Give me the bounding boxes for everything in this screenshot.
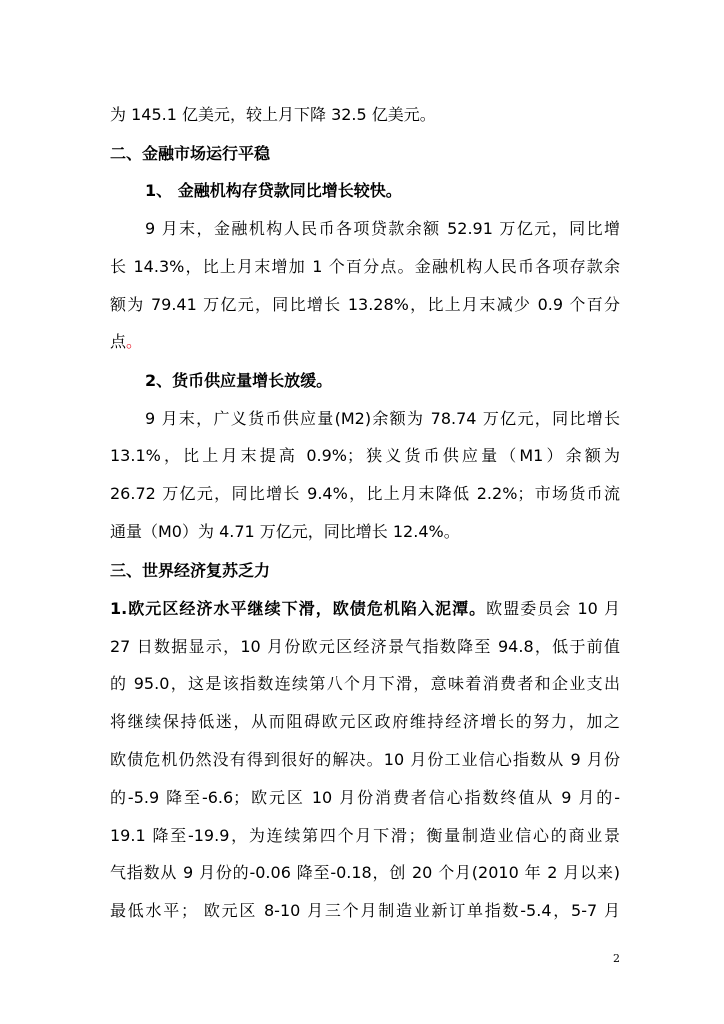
paragraph-line (110, 598, 620, 620)
paragraph-line: 27 日数据显示，10 月份欧元区经济景气指数降至 94.8，低于前值 (110, 637, 620, 656)
paragraph-line: 26.72 万亿元，同比增长 9.4%，比上月末降低 2.2%；市场货币流 (110, 484, 620, 503)
paragraph-line: 的-5.9 降至-6.6；欧元区 10 月份消费者信心指数终值从 9 月的- (110, 788, 620, 807)
paragraph-line (110, 331, 620, 353)
paragraph-line: 19.1 降至-19.9，为连续第四个月下滑；衡量制造业信心的商业景 (110, 826, 620, 845)
paragraph-line: 将继续保持低迷，从而阻碍欧元区政府维持经济增长的努力，加之 (110, 712, 620, 731)
section-heading: 三、世界经济复苏乏力 (110, 561, 271, 580)
paragraph-line: 9 月末，金融机构人民币各项贷款余额 52.91 万亿元，同比增 (145, 219, 620, 238)
page-number: 2 (613, 952, 620, 965)
text-line: 为 145.1 亿美元，较上月下降 32.5 亿美元。 (110, 105, 436, 124)
paragraph-line: 13.1%，比上月末提高 0.9%；狭义货币供应量（M1）余额为 (110, 446, 620, 465)
paragraph-line: 最低水平； 欧元区 8-10 月三个月制造业新订单指数-5.4，5-7 月 (110, 901, 620, 920)
paragraph-line: 9 月末，广义货币供应量(M2)余额为 78.74 万亿元，同比增长 (145, 409, 620, 428)
subsection-heading: 2、货币供应量增长放缓。 (145, 371, 333, 390)
paragraph-text: 欧盟委员会 10 月 (486, 599, 620, 618)
paragraph-lead-bold: 1.欧元区经济水平继续下滑，欧债危机陷入泥潭。 (110, 599, 487, 618)
paragraph-line: 额为 79.41 万亿元，同比增长 13.28%，比上月末减少 0.9 个百分 (110, 295, 620, 314)
paragraph-line: 通量（M0）为 4.71 万亿元，同比增长 12.4%。 (110, 522, 460, 541)
section-heading: 二、金融市场运行平稳 (110, 144, 271, 163)
paragraph-line: 长 14.3%，比上月末增加 1 个百分点。金融机构人民币各项存款余 (110, 257, 620, 276)
paragraph-text: 点 (110, 332, 127, 351)
red-period: 。 (126, 332, 143, 351)
subsection-heading: 1、 金融机构存贷款同比增长较快。 (145, 181, 402, 200)
paragraph-line: 的 95.0，这是该指数连续第八个月下滑，意味着消费者和企业支出 (110, 674, 620, 693)
paragraph-line: 气指数从 9 月份的-0.06 降至-0.18，创 20 个月(2010 年 2 月以来) (110, 863, 620, 882)
paragraph-line: 欧债危机仍然没有得到很好的解决。10 月份工业信心指数从 9 月份 (110, 750, 620, 769)
